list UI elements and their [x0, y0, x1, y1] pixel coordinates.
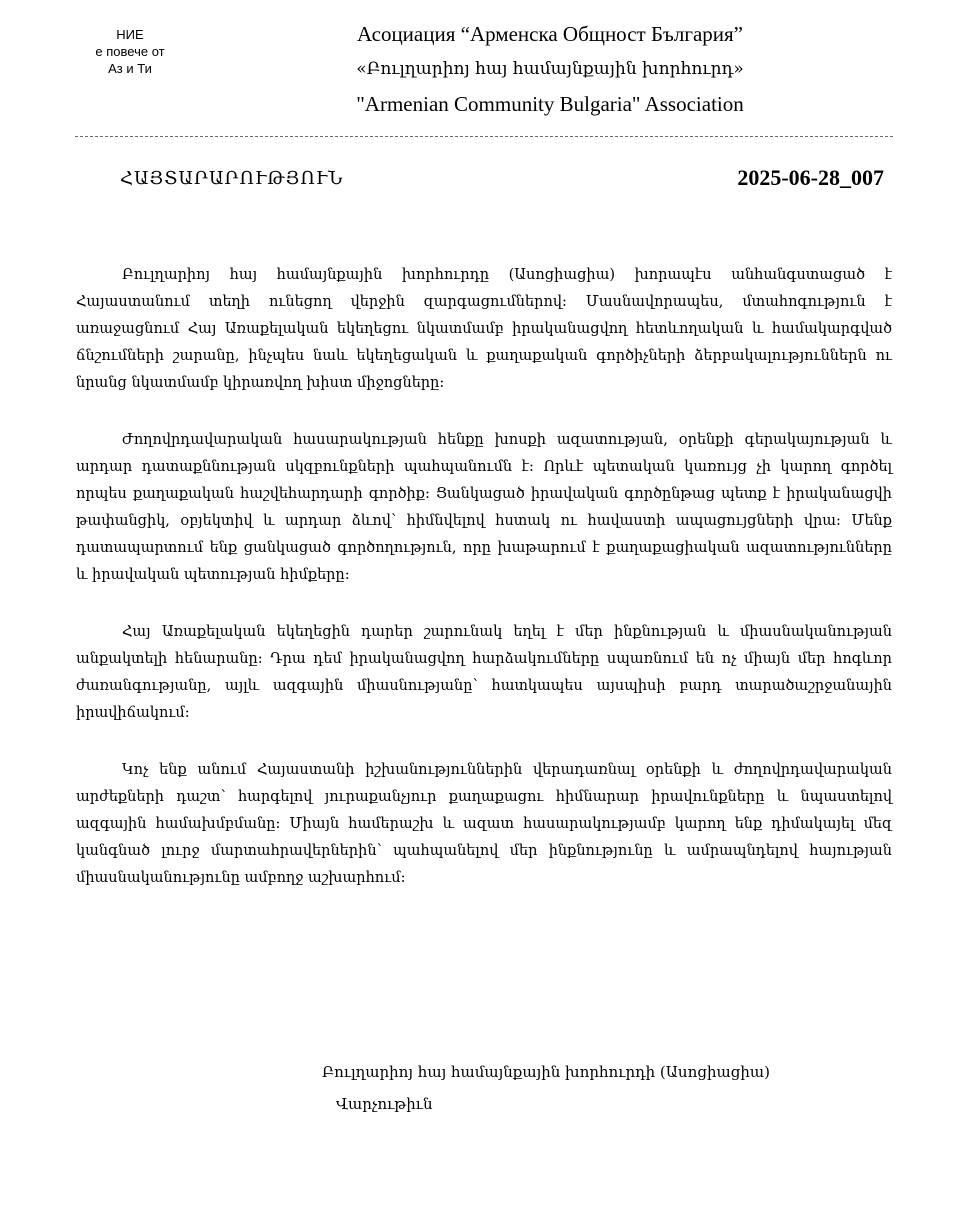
- organization-header: [300, 18, 800, 120]
- logo-line-3: Аз и Ти: [108, 61, 152, 76]
- logo-line-1: НИЕ: [116, 27, 144, 42]
- signature-organization: Բուլղարիոյ հայ համայնքային խորհուրդի (Ասոցիացիա): [322, 1063, 770, 1081]
- body-paragraph-1: Բուլղարիոյ հայ համայնքային խորհուրդը (Ասոցիացիա) խորապէս անհանգստացած է Հայաստանում տեղի ունեցող վերջին զարգացումներով։ Մասնավորապես, մտահոգություն է առաջացնում Հայ Առաքելական եկեղեցու նկատմամբ իրականացվող հետևողական և համակարգված ճնշումների շարանը, ինչպես նաև եկեղեցական և քաղաքական գործիչների ձերբակալություններն ու նրանց նկատմամբ կիրառվող խիստ միջոցները։: [76, 267, 892, 391]
- org-name-bulgarian: Асоциация “Арменска Общност България”: [356, 22, 744, 46]
- org-name-armenian: «Բուլղարիոյ հայ համայնքային խորհուրդ»: [356, 59, 744, 79]
- document-body: [76, 262, 892, 922]
- signature-role: Վարչութիւն: [336, 1095, 433, 1113]
- document-title: ՀԱՅՏԱՐԱՐՈՒԹՅՈՒՆ: [120, 168, 344, 189]
- body-paragraph-3: Հայ Առաքելական եկեղեցին դարեր շարունակ եղել է մեր ինքնության և միասնականության անքակտելի հենարանը։ Դրա դեմ իրականացվող հարձակումները սպառնում են ոչ միայն մեր հոգևոր ժառանգությանը, այլև ազգային միասնությանը՝ հատկապես այսպիսի բարդ տարածաշրջանային իրավիճակում։: [76, 624, 892, 721]
- body-paragraph-4: Կոչ ենք անում Հայաստանի իշխանություններին վերադառնալ օրենքի և ժողովրդավարական արժեքների դաշտ՝ հարգելով յուրաքանչյուր քաղաքացու հիմնարար իրավունքները և նպաստելով ազգային համախմբմանը։ Միայն համերաշխ և ազատ հասարակությամբ կարող ենք դիմակայել մեզ կանգնած լուրջ մարտահրավերներին՝ պահպանելով մեր ինքնությունը և ամրապնդելով հայության միասնականությունը ամբողջ աշխարհում։: [76, 762, 892, 886]
- body-paragraph-2: Ժողովրդավարական հասարակության հենքը խոսքի ազատության, օրենքի գերակայության և արդար դատաքննության սկզբունքների պահպանումն է։ Որևէ պետական կառույց չի կարող գործել որպես քաղաքական հաշվեհարդարի գործիք։ Ցանկացած իրավական գործընթաց պետք է իրականացվի թափանցիկ, օբյեկտիվ և արդար ձևով՝ հիմնվելով հստակ ու հավաստի ապացույցների վրա։ Մենք դատապարտում ենք ցանկացած գործողություն, որը խաթարում է քաղաքացիական ազատությունները և իրավական պետության հիմքերը։: [76, 432, 892, 583]
- association-logo: [78, 26, 182, 77]
- org-name-english: "Armenian Community Bulgaria" Association: [356, 92, 744, 116]
- document-number: 2025-06-28_007: [737, 165, 884, 190]
- logo-line-2: е повече от: [95, 44, 165, 59]
- signature-block: [322, 1056, 882, 1120]
- header-divider: [75, 136, 893, 137]
